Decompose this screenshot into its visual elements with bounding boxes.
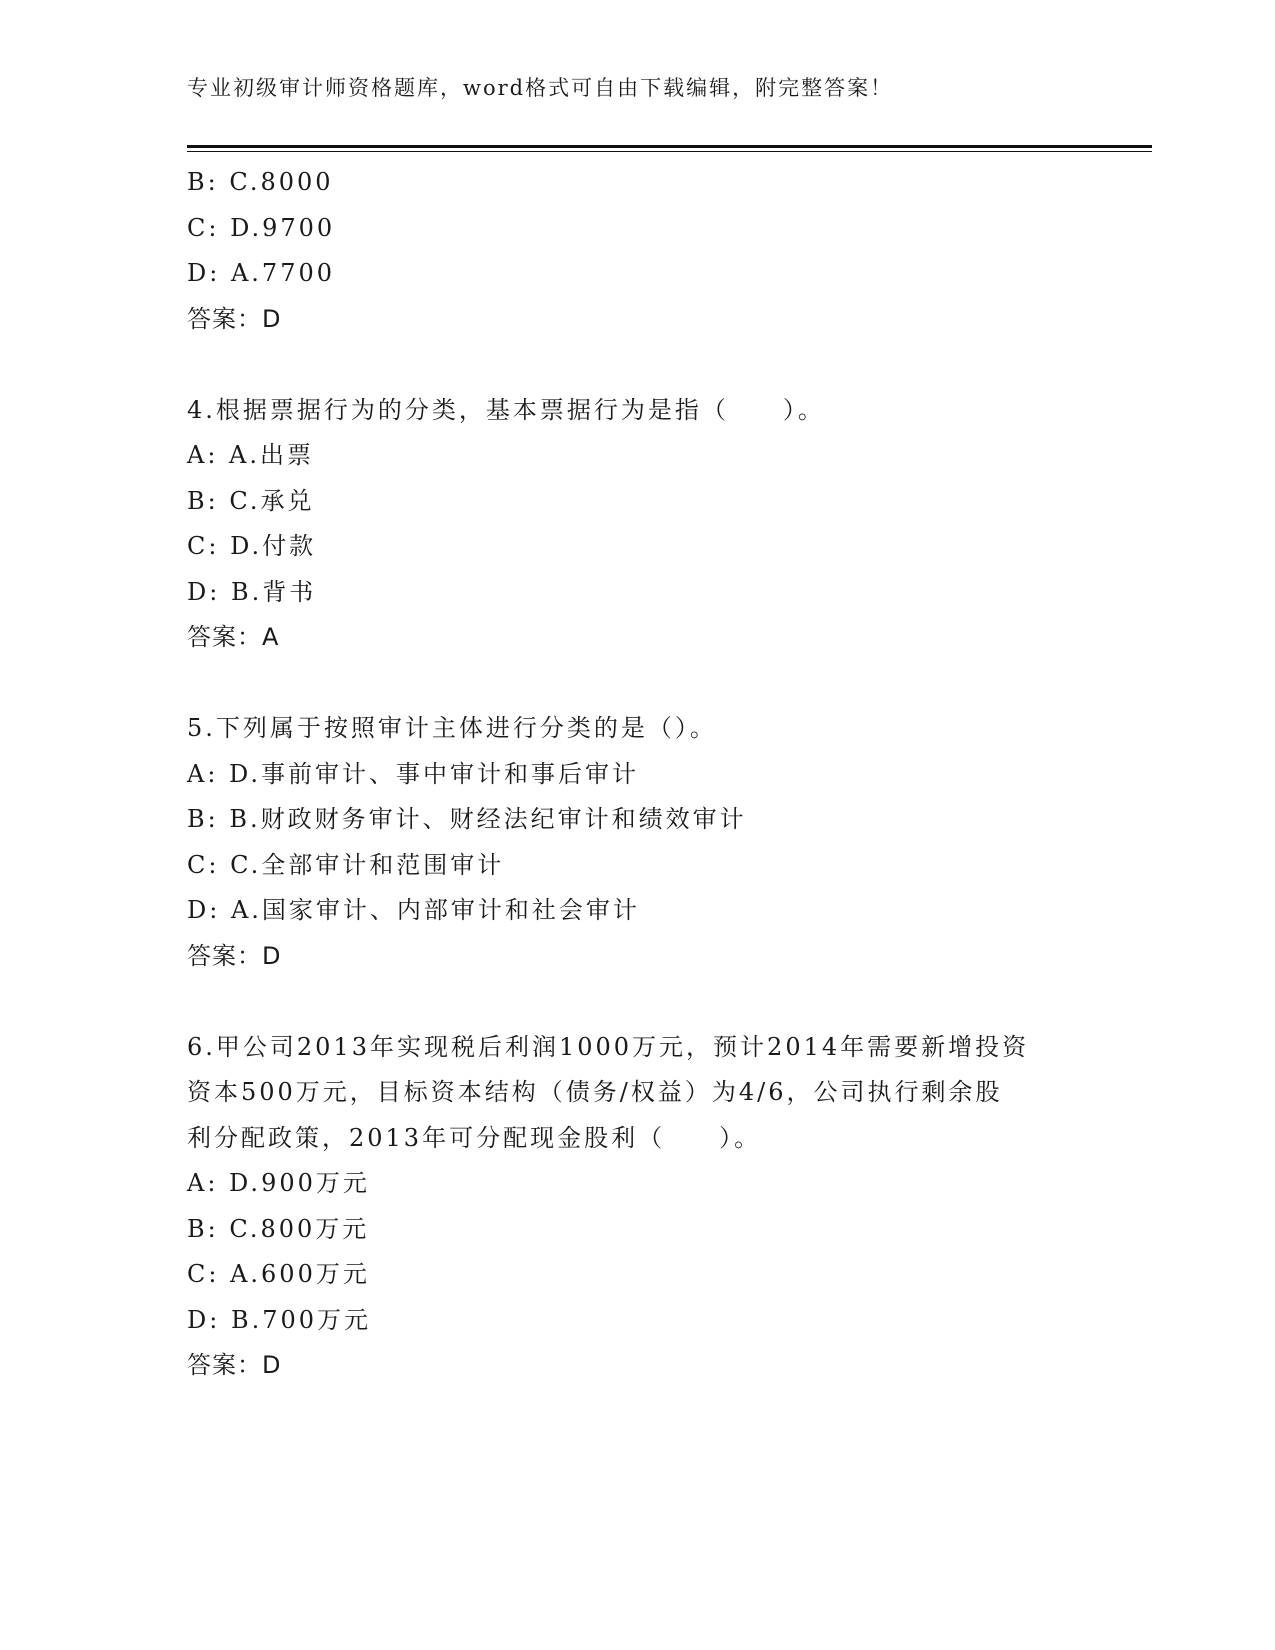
option-b: B: C.800万元 [187, 1214, 370, 1243]
option-b: B: C.8000 [187, 168, 334, 196]
option-a: A: A.出票 [187, 441, 315, 469]
option-a: A: D.900万元 [187, 1169, 370, 1197]
option-c: C: A.600万元 [187, 1260, 370, 1288]
header-rule-thick [187, 145, 1152, 148]
question-6-block [187, 1025, 1087, 1389]
option-c: C: D.9700 [187, 213, 336, 242]
question-3-block [187, 160, 1087, 342]
question-stem: 5.下列属于按照审计主体进行分类的是（）。 [187, 714, 717, 742]
question-4-block [187, 388, 1087, 661]
answer-label: 答案：D [187, 941, 282, 970]
option-b: B: B.财政财务审计、财经法纪审计和绩效审计 [187, 805, 747, 833]
option-b: B: C.承兑 [187, 486, 315, 515]
answer-label: 答案：D [187, 1351, 282, 1379]
question-stem-line: 利分配政策，2013年可分配现金股利（ ）。 [187, 1123, 762, 1152]
answer-label: 答案：D [187, 304, 282, 333]
answer-label: 答案：A [187, 623, 280, 651]
spacer [187, 661, 1087, 707]
option-c: C: C.全部审计和范围审计 [187, 850, 505, 879]
spacer [187, 979, 1087, 1025]
question-5-block [187, 706, 1087, 979]
option-a: A: D.事前审计、事中审计和事后审计 [187, 759, 640, 788]
question-stem-line: 资本500万元，目标资本结构（债务/权益）为4/6，公司执行剩余股 [187, 1078, 1003, 1106]
question-list [187, 160, 1087, 1389]
option-d: D: A.7700 [187, 259, 335, 287]
page-header: 专业初级审计师资格题库，word格式可自由下载编辑，附完整答案！ [187, 76, 894, 100]
header-rule-thin [187, 151, 1152, 152]
option-d: D: A.国家审计、内部审计和社会审计 [187, 896, 640, 924]
question-stem: 4.根据票据行为的分类，基本票据行为是指（ ）。 [187, 395, 825, 424]
option-c: C: D.付款 [187, 532, 317, 560]
option-d: D: B.背书 [187, 577, 317, 606]
spacer [187, 342, 1087, 388]
question-stem-line: 6.甲公司2013年实现税后利润1000万元，预计2014年需要新增投资 [187, 1032, 1030, 1061]
option-d: D: B.700万元 [187, 1305, 372, 1334]
